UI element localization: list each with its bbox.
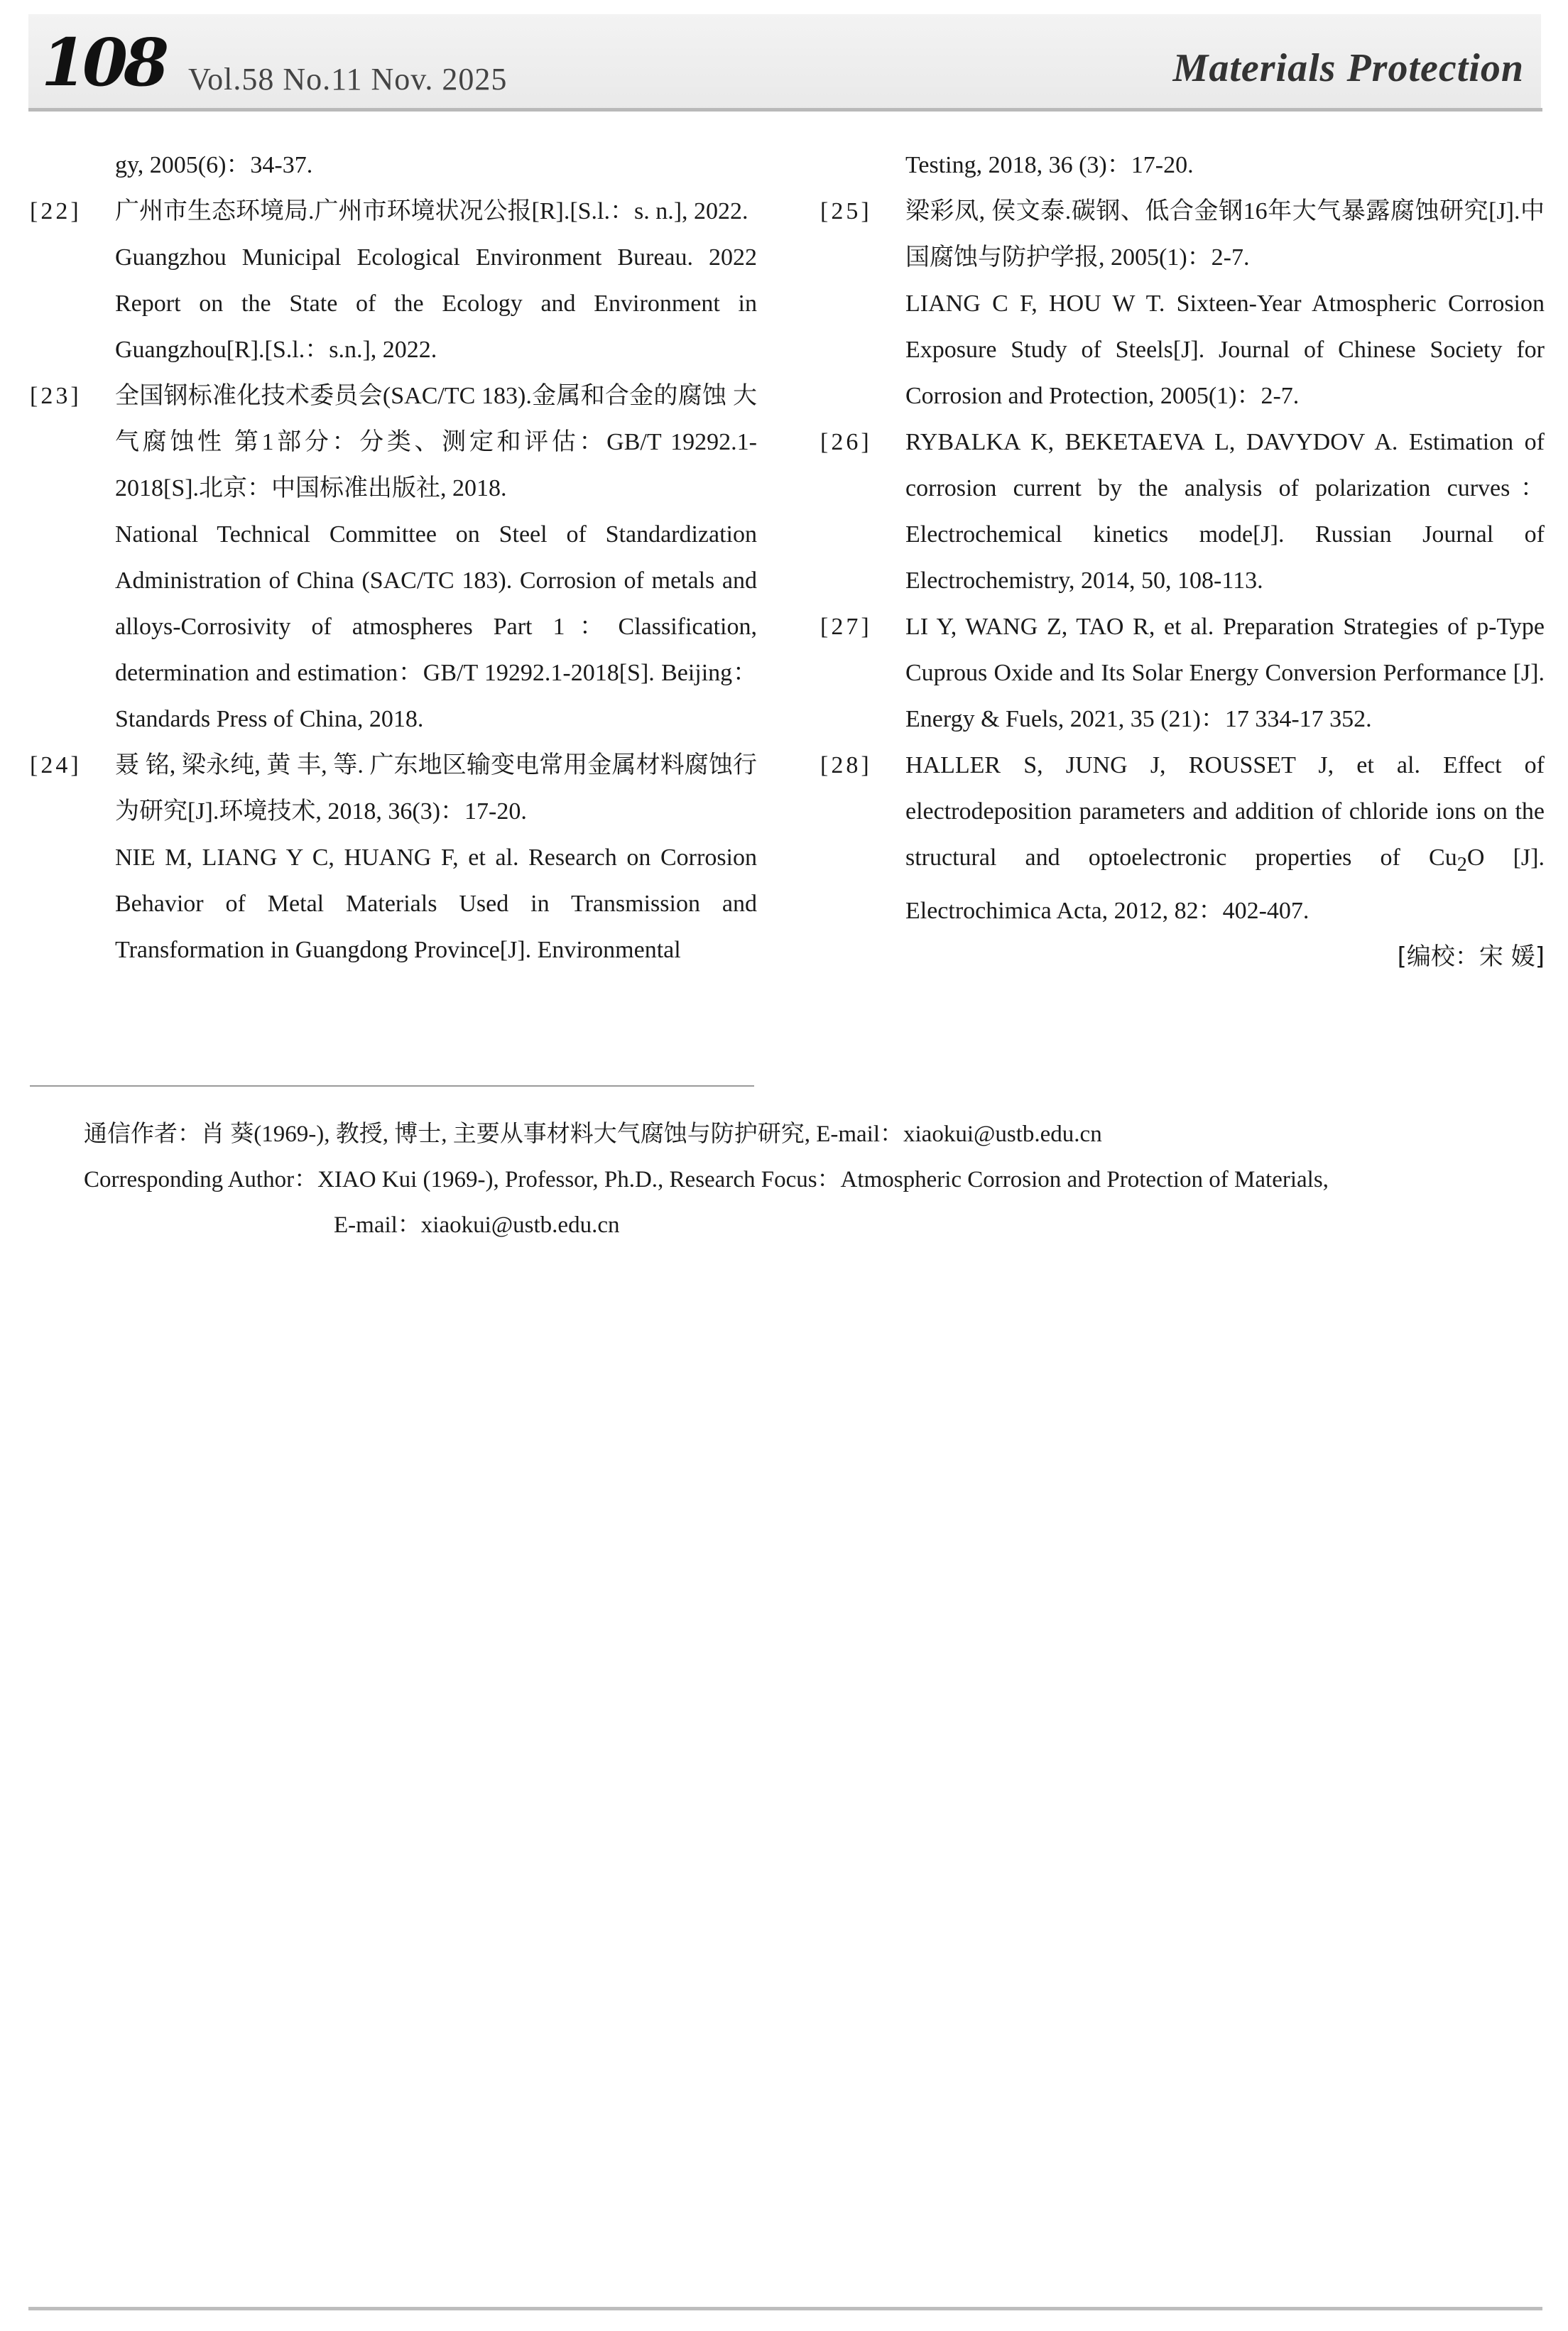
reference-text-part: HALLER S, JUNG J, ROUSSET J, et al. Effect of electrodeposition parameters and addition of chloride ions on the structural and optoelectronic properties of Cu (905, 752, 1545, 871)
running-header (28, 14, 1541, 110)
reference-text-zh: 聂 铭, 梁永纯, 黄 丰, 等. 广东地区输变电常用金属材料腐蚀行为研究[J].环境技术, 2018, 36(3)：17-20. (115, 752, 757, 825)
right-column (820, 142, 1545, 980)
header-rule (28, 108, 1542, 112)
reference-number: [24] (30, 752, 82, 778)
journal-title: Materials Protection (1172, 46, 1524, 90)
corresponding-author-en: Corresponding Author：XIAO Kui (1969-), Professor, Ph.D., Research Focus：Atmospheric Corrosion and Protection of Materials, (84, 1167, 1329, 1192)
reference-text (905, 742, 1545, 934)
reference-text-en: Guangzhou Municipal Ecological Environment Bureau. 2022 Report on the State of the Ecology and Environment in Guangzhou[R].[S.l.：s.n.], 2022. (115, 244, 757, 363)
reference-number: [23] (30, 383, 82, 409)
reference-text-zh: 梁彩凤, 侯文泰.碳钢、低合金钢16年大气暴露腐蚀研究[J].中国腐蚀与防护学报, 2005(1)：2-7. (905, 198, 1545, 271)
left-column (30, 142, 757, 973)
reference-number: [26] (820, 429, 872, 455)
reference-text-en: NIE M, LIANG Y C, HUANG F, et al. Research on Corrosion Behavior of Metal Materials Used in Transmission and Transformation in Guangdong Province[J]. Environmental (115, 844, 757, 963)
editor-note: [编校：宋 媛] (1397, 942, 1545, 971)
reference-25 (820, 188, 1545, 281)
reference-continuation: Testing, 2018, 36 (3)：17-20. (905, 152, 1194, 178)
reference-text-en: National Technical Committee on Steel of Standardization Administration of China (SAC/TC 183). Corrosion of metals and alloys-Corrosivity of atmospheres Part 1：Classification, determination and estimation：GB/T 19292.1-2018[S]. Beijing：Standards Press of China, 2018. (115, 521, 757, 732)
page-number: 108 (41, 24, 165, 101)
reference-continuation: gy, 2005(6)：34-37. (115, 152, 313, 178)
reference-24 (30, 742, 757, 835)
reference-23 (30, 373, 757, 511)
reference-28 (820, 742, 1545, 934)
reference-text: RYBALKA K, BEKETAEVA L, DAVYDOV A. Estimation of corrosion current by the analysis of polarization curves：Electrochemical kinetics mode[J]. Russian Journal of Electrochemistry, 2014, 50, 108-113. (905, 429, 1545, 594)
reference-27 (820, 604, 1545, 742)
reference-text: LI Y, WANG Z, TAO R, et al. Preparation Strategies of p-Type Cuprous Oxide and Its Solar Energy Conversion Performance [J]. Energy & Fuels, 2021, 35 (21)：17 334-17 352. (905, 614, 1545, 732)
footnote (84, 1112, 1547, 1248)
reference-text-part: O [J]. Electrochimica Acta, 2012, 82：402-407. (905, 844, 1545, 924)
corresponding-author-email: E-mail：xiaokui@ustb.edu.cn (334, 1212, 620, 1238)
footnote-rule (30, 1085, 754, 1087)
reference-22 (30, 188, 757, 234)
subscript: 2 (1457, 853, 1467, 876)
footer-rule (28, 2307, 1542, 2310)
reference-text-en: LIANG C F, HOU W T. Sixteen-Year Atmospheric Corrosion Exposure Study of Steels[J]. Journal of Chinese Society for Corrosion and Protection, 2005(1)：2-7. (905, 290, 1545, 409)
reference-text-zh: 全国钢标准化技术委员会(SAC/TC 183).金属和合金的腐蚀 大气腐蚀性 第1部分：分类、测定和评估：GB/T 19292.1-2018[S].北京：中国标准出版社, 2018. (115, 383, 757, 501)
reference-number: [22] (30, 198, 82, 224)
reference-text-zh: 广州市生态环境局.广州市环境状况公报[R].[S.l.：s. n.], 2022. (115, 198, 748, 224)
reference-number: [25] (820, 198, 872, 224)
reference-number: [27] (820, 614, 872, 640)
reference-26 (820, 419, 1545, 604)
issue-info: Vol.58 No.11 Nov. 2025 (188, 62, 508, 97)
reference-number: [28] (820, 752, 872, 778)
corresponding-author-zh: 通信作者：肖 葵(1969-), 教授, 博士, 主要从事材料大气腐蚀与防护研究, E-mail：xiaokui@ustb.edu.cn (84, 1121, 1102, 1147)
